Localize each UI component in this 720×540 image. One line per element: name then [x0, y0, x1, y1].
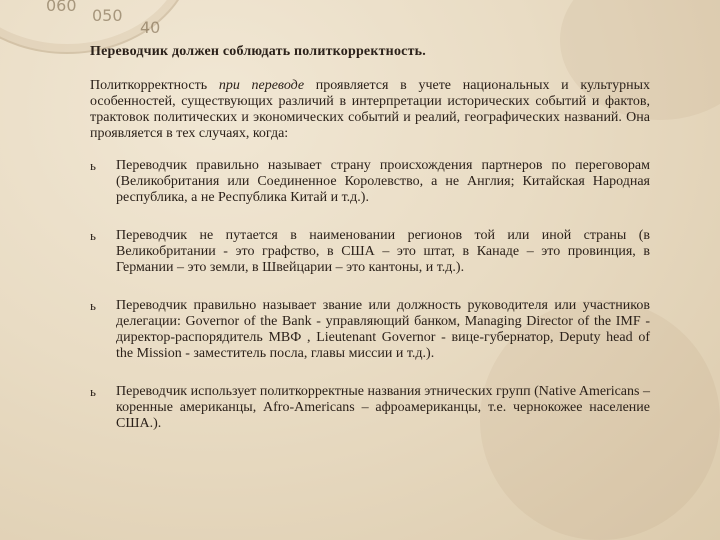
- bullet-text: Переводчик правильно называет страну происхождения партнеров по переговорам (Великобритания или Соединенное Королевство, а не Англия; Китайская Народная республика, а не Республика Китай и т.д.).: [116, 158, 650, 205]
- bullet-marker: ь: [90, 228, 96, 243]
- intro-lead: Политкорректность: [90, 78, 219, 93]
- list-item: [90, 228, 650, 276]
- bullet-text: Переводчик не путается в наименовании регионов той или иной страны (в Великобритании - это графство, в США – это штат, в Канаде – это провинция, в Германии – это земли, в Швейцарии – это кантоны, и т.д.).: [116, 228, 650, 275]
- bullet-marker: ь: [90, 298, 96, 313]
- list-item: [90, 298, 650, 362]
- slide-content: [90, 44, 650, 454]
- compass-number: 050: [92, 6, 123, 25]
- bullet-marker: ь: [90, 158, 96, 173]
- compass-number: 060: [46, 0, 77, 15]
- bullet-text: Переводчик использует политкорректные названия этнических групп (Native Americans – коренные американцы, Afro-Americans – афроамериканцы, т.е. чернокожее население США.).: [116, 384, 650, 431]
- intro-rest: проявляется в учете национальных и культурных особенностей, существующих различий в интерпретации исторических событий и фактов, трактовок политических и экономических событий и реалий, географических названий. Она проявляется в тех случаях, когда:: [90, 78, 651, 141]
- bullet-marker: ь: [90, 384, 96, 399]
- list-item: [90, 384, 650, 432]
- list-item: [90, 158, 650, 206]
- bullet-text: Переводчик правильно называет звание или должность руководителя или участников делегации: Governor of the Bank - управляющий банком, Managing Director of the IMF - директор-распорядитель МВФ , Lieutenant Governor - вице-губернатор, Deputy head of the Mission - заместитель посла, главы миссии и т.д.).: [116, 298, 650, 361]
- compass-number: 40: [140, 18, 161, 37]
- slide-title: Переводчик должен соблюдать политкорректность.: [90, 44, 426, 59]
- intro-emphasis: при переводе: [218, 78, 305, 93]
- intro-paragraph: [90, 78, 650, 142]
